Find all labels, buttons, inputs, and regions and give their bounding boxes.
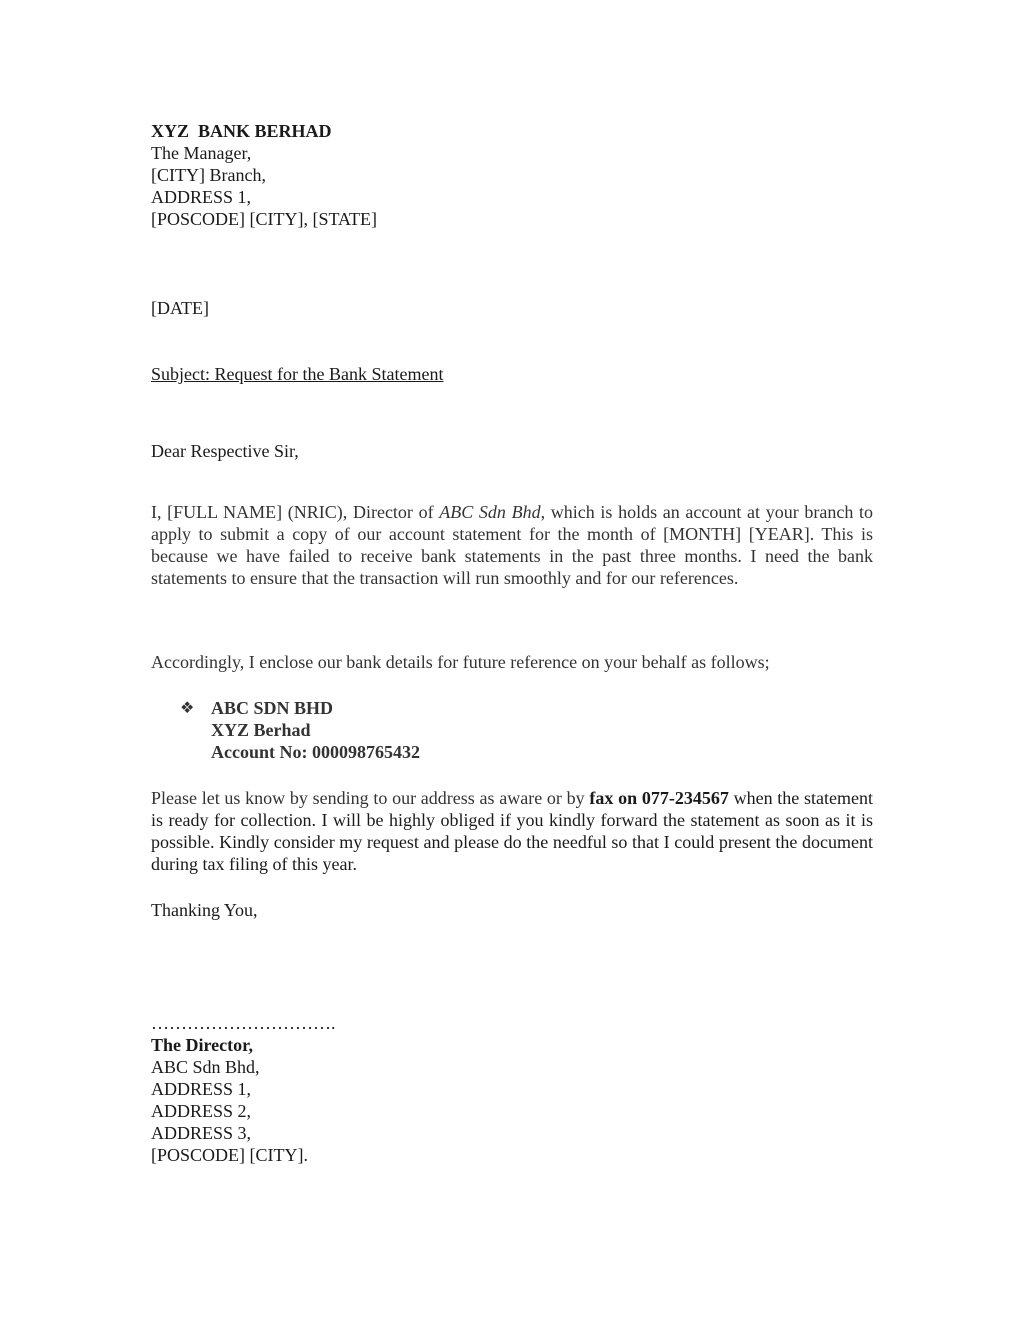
signatory-address: ADDRESS 3, [151, 1123, 252, 1143]
date-text: [DATE] [151, 298, 209, 318]
letter-date [151, 297, 873, 319]
subject-text: Subject: Request for the Bank Statement [151, 364, 444, 384]
signatory-title: The Director, [151, 1035, 253, 1055]
signatory-address: [POSCODE] [CITY]. [151, 1145, 308, 1165]
addressee-line: [CITY] Branch, [151, 165, 266, 185]
diamond-bullet-icon: ❖ [180, 698, 195, 717]
addressee-line: [POSCODE] [CITY], [STATE] [151, 209, 378, 229]
signatory-address: ADDRESS 1, [151, 1079, 252, 1099]
salutation [151, 440, 873, 462]
addressee-line: The Manager, [151, 143, 252, 163]
body-paragraph-2 [151, 651, 873, 673]
salutation-text: Dear Respective Sir, [151, 441, 299, 461]
signature-dots: …………………………. [151, 1013, 336, 1033]
bank-details-lines [211, 697, 420, 763]
paragraph-text: , which is holds an account at your branch to apply to submit a copy of our account statement for the month of [MONTH] [YEAR]. This is because we have failed to receive bank statements in the past three months. I need the bank statements to ensure that the transaction will run smoothly and for our references. [151, 502, 873, 588]
paragraph-text: Accordingly, I enclose our bank details for future reference on your behalf as follows; [151, 652, 770, 672]
signature-block [151, 1012, 873, 1166]
paragraph-text: I, [FULL NAME] (NRIC), Director of [151, 502, 440, 522]
paragraph-text: when the statement is ready for collection. I will be highly obliged if you kindly forward the statement as soon as it is possible. Kindly consider my request and please do the needful so that I could present the document during tax filing of this year. [151, 788, 874, 874]
subject-line [151, 363, 873, 385]
bank-name: XYZ BANK BERHAD [151, 121, 332, 141]
paragraph-text: Please let us know by sending to our address as aware or by [151, 788, 590, 808]
signatory-address: ADDRESS 2, [151, 1101, 252, 1121]
closing-text: Thanking You, [151, 900, 258, 920]
account-name: ABC SDN BHD [211, 698, 334, 718]
closing [151, 899, 873, 921]
fax-number: fax on 077-234567 [589, 788, 729, 808]
addressee-line: ADDRESS 1, [151, 187, 252, 207]
signatory-company: ABC Sdn Bhd, [151, 1057, 260, 1077]
bank-name: XYZ Berhad [211, 720, 311, 740]
body-paragraph-3 [151, 787, 873, 875]
company-name: ABC Sdn Bhd [439, 502, 541, 522]
account-number: Account No: 000098765432 [211, 742, 420, 762]
body-paragraph-1 [151, 501, 873, 589]
addressee-block [151, 120, 873, 230]
